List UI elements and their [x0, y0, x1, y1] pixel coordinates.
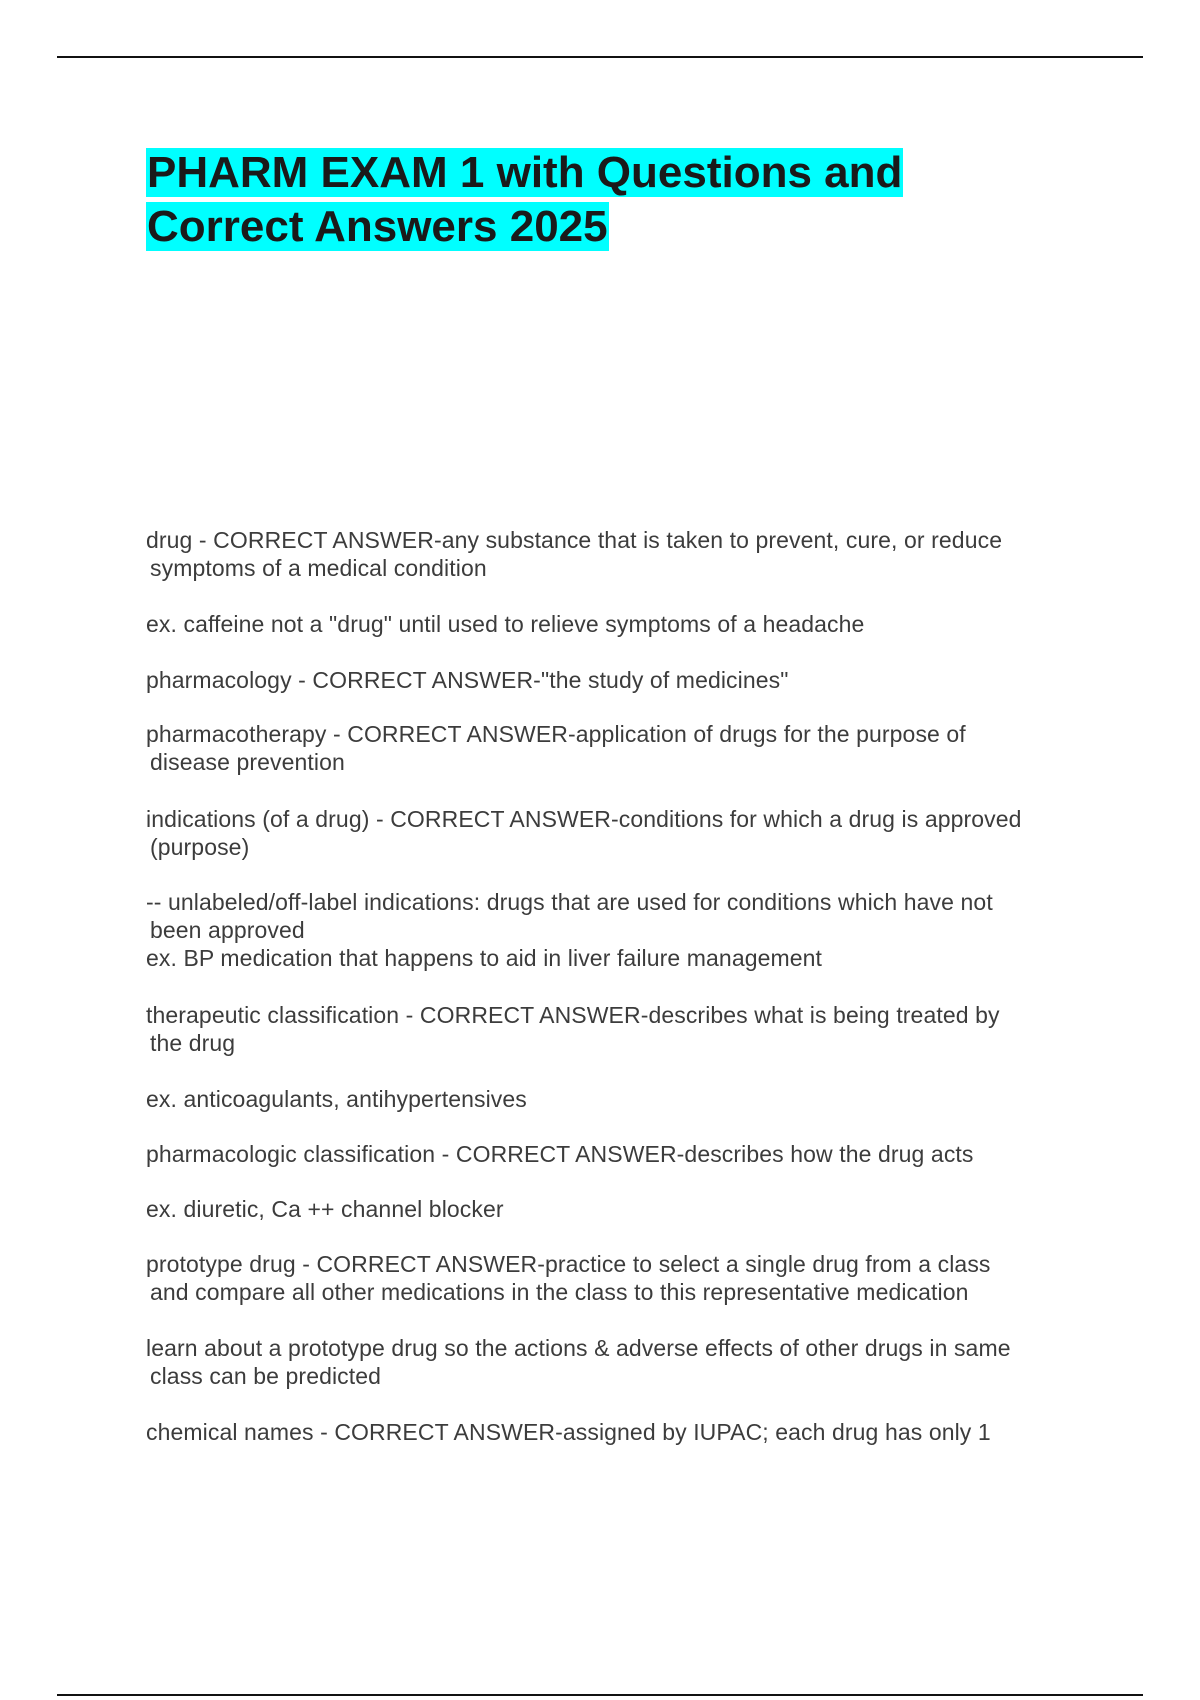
text-line: pharmacotherapy - CORRECT ANSWER-application of drugs for the purpose of	[146, 721, 966, 747]
title-line-1: PHARM EXAM 1 with Questions and	[147, 148, 903, 197]
paragraph-diuretic-example	[146, 1195, 504, 1223]
text-line: pharmacologic classification - CORRECT ANSWER-describes how the drug acts	[146, 1141, 974, 1167]
text-line: chemical names - CORRECT ANSWER-assigned by IUPAC; each drug has only 1	[146, 1419, 991, 1445]
text-line: indications (of a drug) - CORRECT ANSWER-conditions for which a drug is approved	[146, 806, 1022, 832]
text-line: been approved	[150, 917, 305, 943]
text-line: disease prevention	[150, 749, 345, 775]
text-line: (purpose)	[150, 834, 250, 860]
paragraph-prototype-learning	[146, 1334, 1011, 1390]
text-line: learn about a prototype drug so the actions & adverse effects of other drugs in same	[146, 1335, 1011, 1361]
text-line: ex. BP medication that happens to aid in liver failure management	[146, 945, 823, 971]
document-title	[146, 146, 903, 254]
text-line: the drug	[150, 1030, 236, 1056]
paragraph-chemical-names	[146, 1418, 991, 1446]
text-line: therapeutic classification - CORRECT ANSWER-describes what is being treated by	[146, 1002, 1000, 1028]
paragraph-drug	[146, 526, 1002, 582]
paragraph-pharmacotherapy	[146, 720, 966, 776]
paragraph-prototype-drug	[146, 1250, 991, 1306]
top-rule	[57, 56, 1143, 58]
text-line: pharmacology - CORRECT ANSWER-"the study of medicines"	[146, 667, 789, 693]
text-line: -- unlabeled/off-label indications: drugs that are used for conditions which have not	[146, 889, 993, 915]
title-line-2: Correct Answers 2025	[147, 202, 608, 251]
paragraph-pharmacology	[146, 666, 789, 694]
text-line: drug - CORRECT ANSWER-any substance that is taken to prevent, cure, or reduce	[146, 527, 1003, 553]
paragraph-caffeine-example	[146, 610, 864, 638]
text-line: and compare all other medications in the class to this representative medication	[150, 1279, 969, 1305]
paragraph-therapeutic-classification	[146, 1001, 1000, 1057]
paragraph-pharmacologic-classification	[146, 1140, 974, 1168]
paragraph-indications	[146, 805, 1022, 861]
bottom-rule	[57, 1694, 1143, 1696]
paragraph-off-label	[146, 888, 993, 972]
text-line: ex. caffeine not a "drug" until used to relieve symptoms of a headache	[146, 611, 865, 637]
text-line: class can be predicted	[150, 1363, 382, 1389]
text-line: ex. diuretic, Ca ++ channel blocker	[146, 1196, 504, 1222]
text-line: symptoms of a medical condition	[150, 555, 487, 581]
text-line: ex. anticoagulants, antihypertensives	[146, 1086, 527, 1112]
paragraph-anticoagulants-example	[146, 1085, 527, 1113]
text-line: prototype drug - CORRECT ANSWER-practice to select a single drug from a class	[146, 1251, 991, 1277]
